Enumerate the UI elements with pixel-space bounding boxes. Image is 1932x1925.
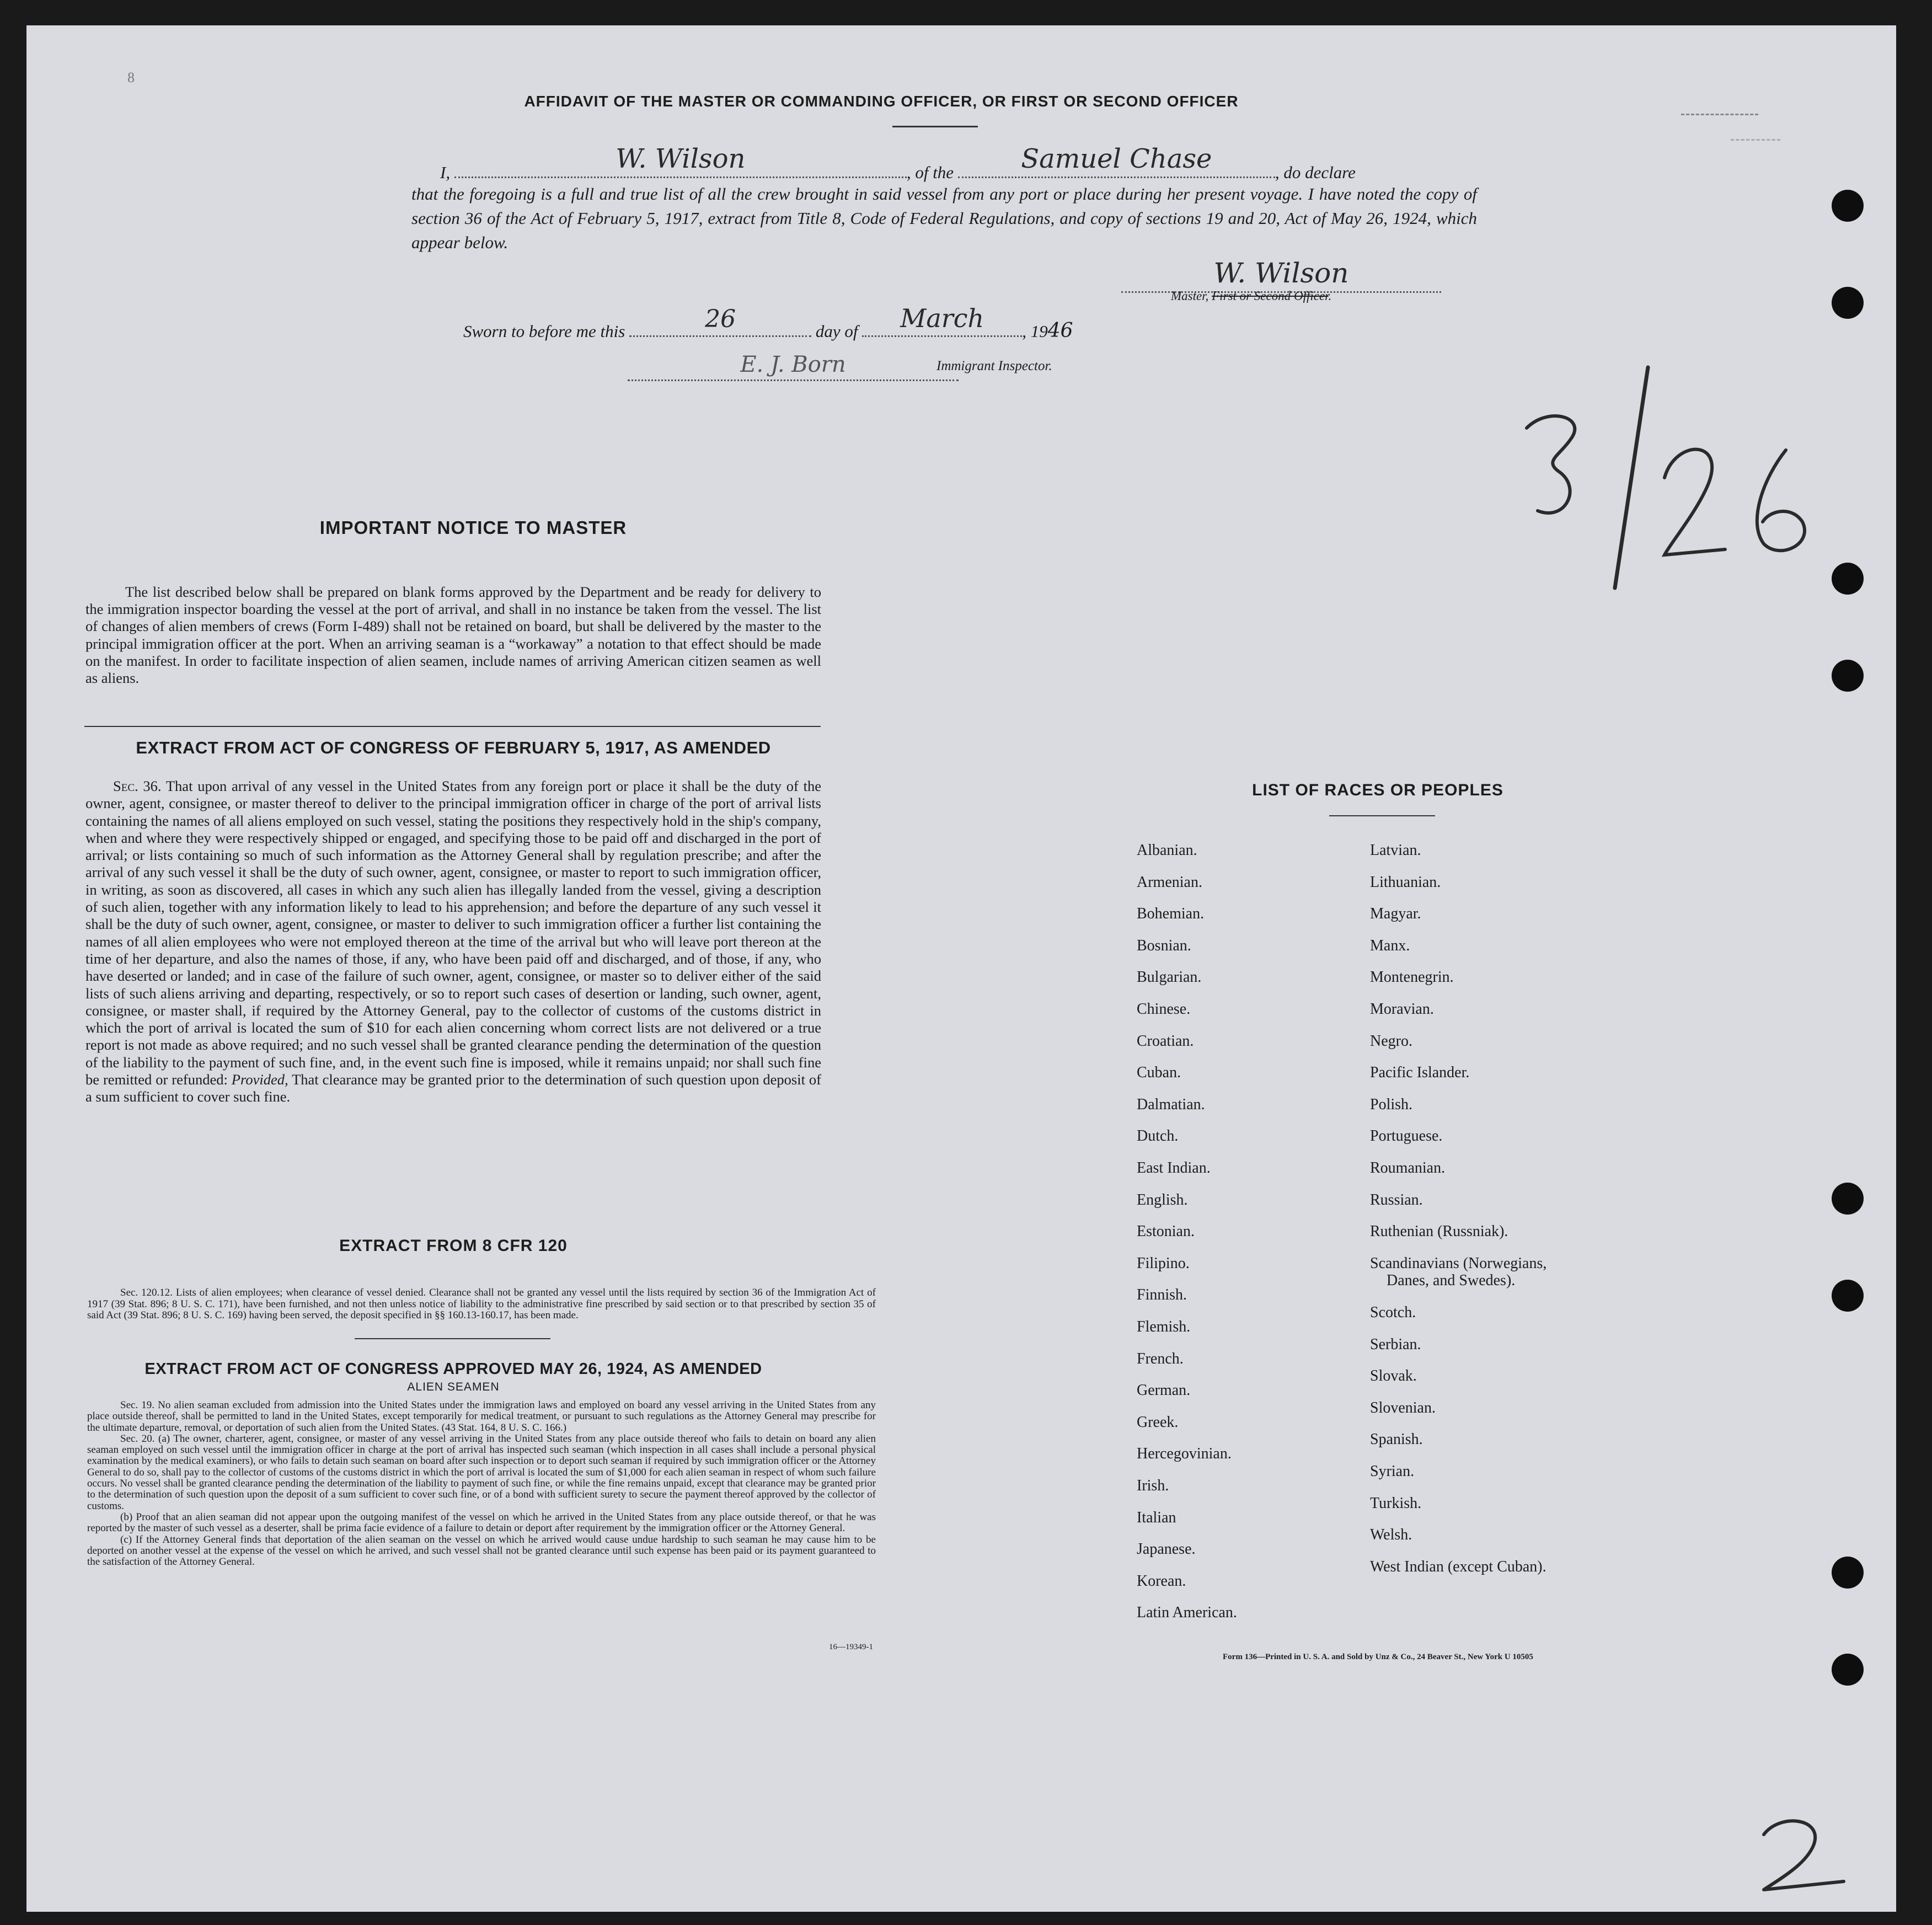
race-item: Ruthenian (Russniak).: [1370, 1223, 1508, 1240]
do-declare-label: , do declare: [1275, 163, 1356, 182]
race-item: Roumanian.: [1370, 1159, 1446, 1177]
race-item: Estonian.: [1137, 1223, 1195, 1240]
race-item: Manx.: [1370, 937, 1410, 954]
race-item: Slovak.: [1370, 1367, 1417, 1385]
race-item: Portuguese.: [1370, 1127, 1443, 1145]
race-item: Bosnian.: [1137, 937, 1191, 954]
affidavit-body: that the foregoing is a full and true list of all the crew brought in said vessel from any port or place during her present voyage. I have noted the copy of section 36 of the Act of February 5, 1917, extract from Title 8, Code of Federal Regulations, and copy of sections 19 and 20, Act of May 26, 1924, which appear below.: [411, 184, 1477, 252]
date-mark-3-26: [1505, 345, 1847, 605]
race-item: Dalmatian.: [1137, 1095, 1205, 1113]
year-handwriting: 46: [1047, 319, 1073, 342]
race-item: Welsh.: [1370, 1526, 1412, 1544]
race-item: Bohemian.: [1137, 905, 1205, 923]
notice-text: The list described below shall be prepared on blank forms approved by the Department and be ready for delivery to the immigration inspector boarding the vessel at the port of arrival, and shall in no instance be taken from the vessel. The list of changes of alien members of crews (Form I-489) shall not be retained on board, but shall be delivered by the master to the principal immigration officer at the port. When an arriving seaman is a “workaway” a notation to that effect should be made on the manifest. In order to facilitate inspection of alien seamen, include names of arriving American citizen seamen as well as aliens.: [85, 584, 821, 687]
master-name-handwriting: W. Wilson: [616, 143, 746, 174]
form-number-left: 16—19349-1: [829, 1643, 873, 1651]
inspector-signature-handwriting: E. J. Born: [740, 352, 846, 377]
race-item: Montenegrin.: [1370, 969, 1454, 986]
day-field: [629, 305, 811, 337]
punch-hole: [1832, 190, 1864, 222]
extract-1924-title: EXTRACT FROM ACT OF CONGRESS APPROVED MAY 26, 1924, AS AMENDED: [145, 1360, 762, 1378]
month-field: [862, 303, 1022, 337]
sec-20b-text: (b) Proof that an alien seaman did not appear upon the outgoing manifest of the vessel on which he arrived in the United States from any place outside thereof, or that he was reported by the master of such vessel as a deserter, shall be prima facie evidence of a failure to detain or deport after requirement by the immigration officer or the Attorney General.: [87, 1511, 876, 1534]
race-item: Flemish.: [1137, 1318, 1191, 1335]
sec-36-body: That upon arrival of any vessel in the United States from any foreign port or place it shall be the duty of the owner, agent, consignee, or master thereof to deliver to the principal immigration officer in charge of the port of arrival lists containing the names of all aliens employed on such vessel, stating the positions they respectively hold in the ship's company, when and where they were respectively shipped or engaged, and specifying those to be paid off and discharged in the port of arrival; or lists containing so much of such information as the Attorney General shall by regulation prescribe; and after the arrival of any such vessel it shall be the duty of such owner, agent, consignee, or master to report to such immigration officer, in writing, as soon as discovered, all cases in which any such alien has illegally landed from the vessel, giving a description of such alien, together with any information likely to lead to his apprehension; and before the departure of any such vessel it shall be the duty of such owner, agent, consignee, or master to deliver to such immigration officer a further list containing the names of all alien employees who were not employed thereon at the time of the arrival but who will leave port thereon at the time of her departure, and also the names of those, if any, who have been paid off and discharged, and of those, if any, who have deserted or landed; and in case of the failure of such owner, agent, consignee, or master so to deliver either of the said lists of such aliens arriving and departing, respectively, or so to report such cases of desertion or landing, such owner, agent, consignee, or master shall, if required by the Attorney General, pay to the collector of customs of the customs district in which the port of arrival is located the sum of $10 for each alien concerning whom correct lists are not delivered or a true report is not made as above required; and no such vessel shall be granted clearance pending the determination of the question of the liability to the payment of such fine, and, in the event such fine is imposed, while it remains unpaid; nor shall such fine be remitted or refunded:: [85, 778, 821, 1088]
signature-role: [1171, 289, 1331, 303]
race-item: Greek.: [1137, 1413, 1179, 1431]
race-item: Negro.: [1370, 1032, 1412, 1050]
race-item: Chinese.: [1137, 1001, 1191, 1018]
race-item: Finnish.: [1137, 1286, 1187, 1304]
race-item: French.: [1137, 1350, 1184, 1367]
corner-mark: 8: [127, 69, 135, 85]
race-item: Pacific Islander.: [1370, 1064, 1470, 1082]
month-handwriting: March: [900, 303, 984, 333]
race-item: Danes, and Swedes).: [1387, 1272, 1516, 1290]
of-the-label: , of the: [906, 163, 954, 182]
punch-hole: [1832, 660, 1864, 692]
race-item: Bulgarian.: [1137, 969, 1202, 986]
document-page: [26, 25, 1896, 1912]
race-item: German.: [1137, 1382, 1191, 1399]
race-item: Hercegovinian.: [1137, 1445, 1232, 1463]
race-item: Filipino.: [1137, 1254, 1190, 1272]
edge-mark: [1731, 139, 1780, 141]
race-item: East Indian.: [1137, 1159, 1211, 1177]
sworn-label: Sworn to before me this: [463, 322, 625, 341]
page-number-mark: [1742, 1807, 1852, 1901]
race-item: Latvian.: [1370, 842, 1421, 859]
punch-hole: [1832, 287, 1864, 319]
extract-1917-title: EXTRACT FROM ACT OF CONGRESS OF FEBRUARY 5, 1917, AS AMENDED: [136, 738, 771, 757]
race-item: Albanian.: [1137, 842, 1197, 859]
sec-19-text: Sec. 19. No alien seaman excluded from admission into the United States under the immigration laws and employed on board any vessel arriving in the United States from any place outside thereof, shall be permitted to land in the United States, except temporarily for medical treatment, or pursuant to such regulations as the Attorney General may prescribe for the ultimate departure, removal, or deportation of such alien from the United States. (43 Stat. 164, 8 U. S. C. 166.): [87, 1399, 876, 1434]
race-item: English.: [1137, 1191, 1188, 1209]
sec-36-label: Sec. 36.: [113, 778, 162, 794]
role-struck-officer: First or Second Officer: [1212, 289, 1329, 303]
provided-label: Provided,: [231, 1071, 288, 1088]
notice-divider: [84, 726, 821, 727]
race-item: Armenian.: [1137, 873, 1202, 891]
sworn-line: [463, 303, 1073, 342]
cfr-title: EXTRACT FROM 8 CFR 120: [339, 1237, 568, 1255]
race-item: Japanese.: [1137, 1541, 1196, 1558]
race-item: Spanish.: [1370, 1431, 1423, 1448]
affidavit-title: AFFIDAVIT OF THE MASTER OR COMMANDING OFFICER, OR FIRST OR SECOND OFFICER: [524, 93, 1239, 110]
form-footer-line: Form 136—Printed in U. S. A. and Sold by Unz & Co., 24 Beaver St., New York U 10505: [1223, 1653, 1533, 1661]
race-item: Turkish.: [1370, 1494, 1422, 1512]
races-divider: [1329, 815, 1435, 816]
affidavit-declare-line: [440, 143, 1477, 183]
role-period: .: [1328, 289, 1332, 303]
year-printed: , 19: [1022, 322, 1048, 341]
race-item: Irish.: [1137, 1477, 1169, 1494]
race-item: Korean.: [1137, 1572, 1186, 1590]
race-item: Serbian.: [1370, 1335, 1421, 1353]
day-of-label: day of: [815, 322, 858, 341]
extract-1924-subtitle: ALIEN SEAMEN: [407, 1381, 500, 1393]
master-signature-line: [1121, 257, 1441, 293]
race-item: Russian.: [1370, 1191, 1423, 1209]
vessel-name-field: [958, 143, 1275, 178]
race-item: Dutch.: [1137, 1127, 1179, 1145]
edge-mark: [1681, 114, 1758, 115]
race-item: Lithuanian.: [1370, 873, 1441, 891]
extract-1917-text: [85, 778, 821, 1106]
race-item: Polish.: [1370, 1095, 1413, 1113]
day-handwriting: 26: [705, 305, 736, 333]
race-item: Scandinavians (Norwegians,: [1370, 1254, 1547, 1272]
title-divider: [892, 126, 978, 127]
punch-hole: [1832, 563, 1864, 595]
punch-hole: [1832, 1183, 1864, 1215]
race-item: Moravian.: [1370, 1001, 1434, 1018]
master-signature-handwriting: W. Wilson: [1213, 257, 1349, 289]
inspector-signature-line: [628, 352, 959, 381]
race-item: Cuban.: [1137, 1064, 1181, 1082]
race-item: Slovenian.: [1370, 1399, 1436, 1416]
master-name-field: [454, 143, 907, 178]
sec-20c-text: (c) If the Attorney General finds that deportation of the alien seaman on the vessel on which he arrived would cause undue hardship to such seaman he may cause him to be deported on another vessel at the expense of the vessel on which he arrived, and such vessel shall not be granted clearance until such expense has been paid or its payment guaranteed to the satisfaction of the Attorney General.: [87, 1533, 876, 1568]
inspector-label: Immigrant Inspector.: [936, 359, 1052, 373]
punch-hole: [1832, 1280, 1864, 1312]
race-item: Magyar.: [1370, 905, 1421, 923]
cfr-divider: [355, 1338, 550, 1339]
punch-hole: [1832, 1557, 1864, 1589]
lead-i: I,: [440, 163, 451, 182]
sec-36-end: That clearance may be granted prior to the determination of such question upon deposit of a sum sufficient to cover such fine.: [85, 1071, 822, 1105]
race-item: Syrian.: [1370, 1463, 1415, 1480]
races-title: LIST OF RACES OR PEOPLES: [1252, 781, 1503, 799]
race-item: Scotch.: [1370, 1304, 1416, 1322]
vessel-name-handwriting: Samuel Chase: [1021, 143, 1212, 174]
race-item: West Indian (except Cuban).: [1370, 1558, 1546, 1575]
race-item: Latin American.: [1137, 1604, 1237, 1622]
race-item: Italian: [1137, 1509, 1176, 1526]
cfr-text: Sec. 120.12. Lists of alien employees; when clearance of vessel denied. Clearance shall not be granted any vessel until the lists required by section 36 of the Immigration Act of 1917 (39 Stat. 896; 8 U. S. C. 171), have been furnished, and not then unless notice of liability to the administrative fine prescribed by said section or to that prescribed by section 35 of said Act (39 Stat. 896; 8 U. S. C. 169) having been served, the deposit specified in §§ 160.13-160.17, has been made.: [87, 1287, 876, 1321]
punch-hole: [1832, 1654, 1864, 1686]
sec-20a-text: Sec. 20. (a) The owner, charterer, agent, consignee, or master of any vessel arriving in the United States from any place outside thereof who fails to detain on board any alien seaman employed on such vessel until the immigration officer in charge at the port of arrival has inspected such seaman (which inspection in all cases shall include a personal physical examination by the medical examiners), or who fails to detain such seaman on board after such inspection or to deport such seaman if required by such immigration officer or the Attorney General to do so, shall pay to the collector of customs of the customs district in which the port of arrival is located the sum of $1,000 for each alien seaman in respect of whom such failure occurs. No vessel shall be granted clearance pending the determination of the liability to payment of such fine, or while the fine remains unpaid, except that clearance may be granted prior to the determination of such question upon the deposit of a sum sufficient to cover such fine, or of a bond with sufficient surety to secure the payment thereof approved by the collector of customs.: [87, 1432, 876, 1512]
race-item: Croatian.: [1137, 1032, 1194, 1050]
notice-title: IMPORTANT NOTICE TO MASTER: [319, 517, 627, 538]
role-master: Master,: [1171, 289, 1212, 303]
extract-1924-body: [87, 1400, 876, 1568]
